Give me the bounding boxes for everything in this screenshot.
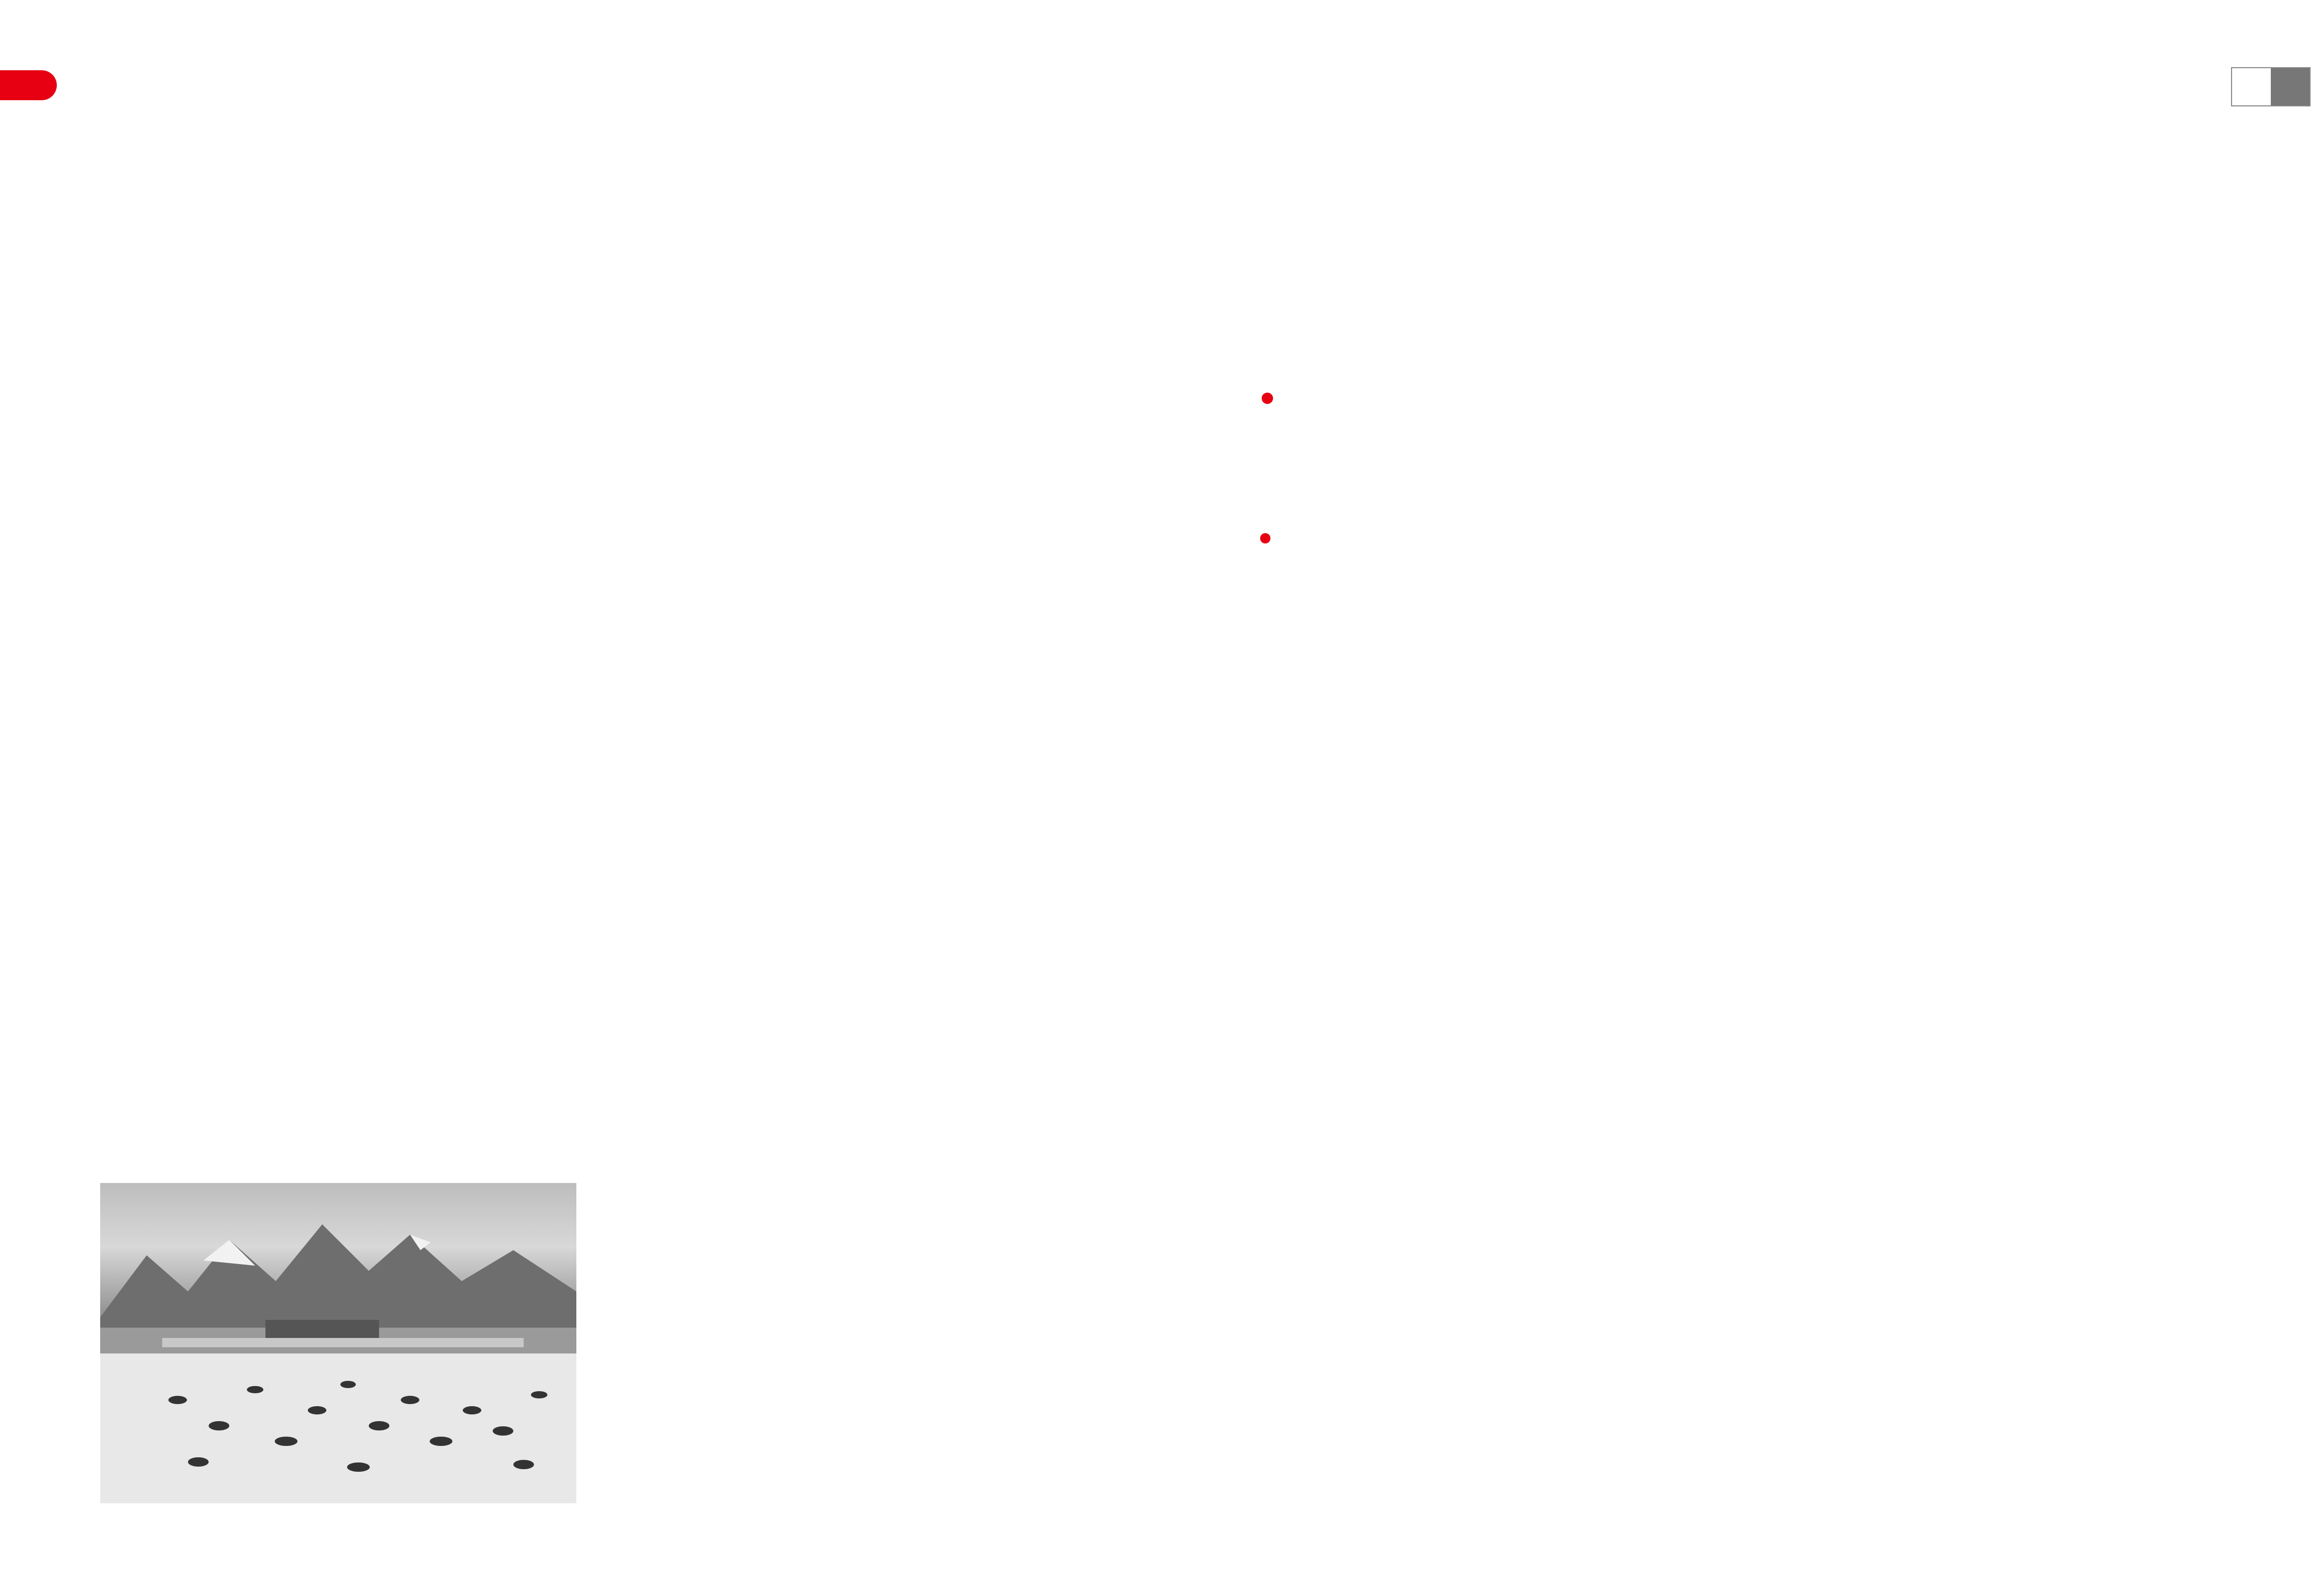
right-upper-mid-body xyxy=(1260,594,1419,842)
logo-mongol xyxy=(2232,68,2271,105)
mountain-photo-illustration xyxy=(100,1183,576,1503)
author-dot xyxy=(1260,533,1270,543)
author-marker-dot xyxy=(1262,393,1273,404)
right-lower-body xyxy=(1260,863,2293,1508)
section-red-tab xyxy=(0,70,57,100)
cavalry-training-photo xyxy=(100,1183,576,1503)
article-author xyxy=(1260,533,1276,543)
magazine-logo xyxy=(2231,67,2311,106)
left-page-lower-body xyxy=(341,858,1085,1147)
logo-chinese xyxy=(2271,68,2310,105)
left-page-body xyxy=(102,204,1073,824)
right-upper-body xyxy=(1926,594,2013,837)
